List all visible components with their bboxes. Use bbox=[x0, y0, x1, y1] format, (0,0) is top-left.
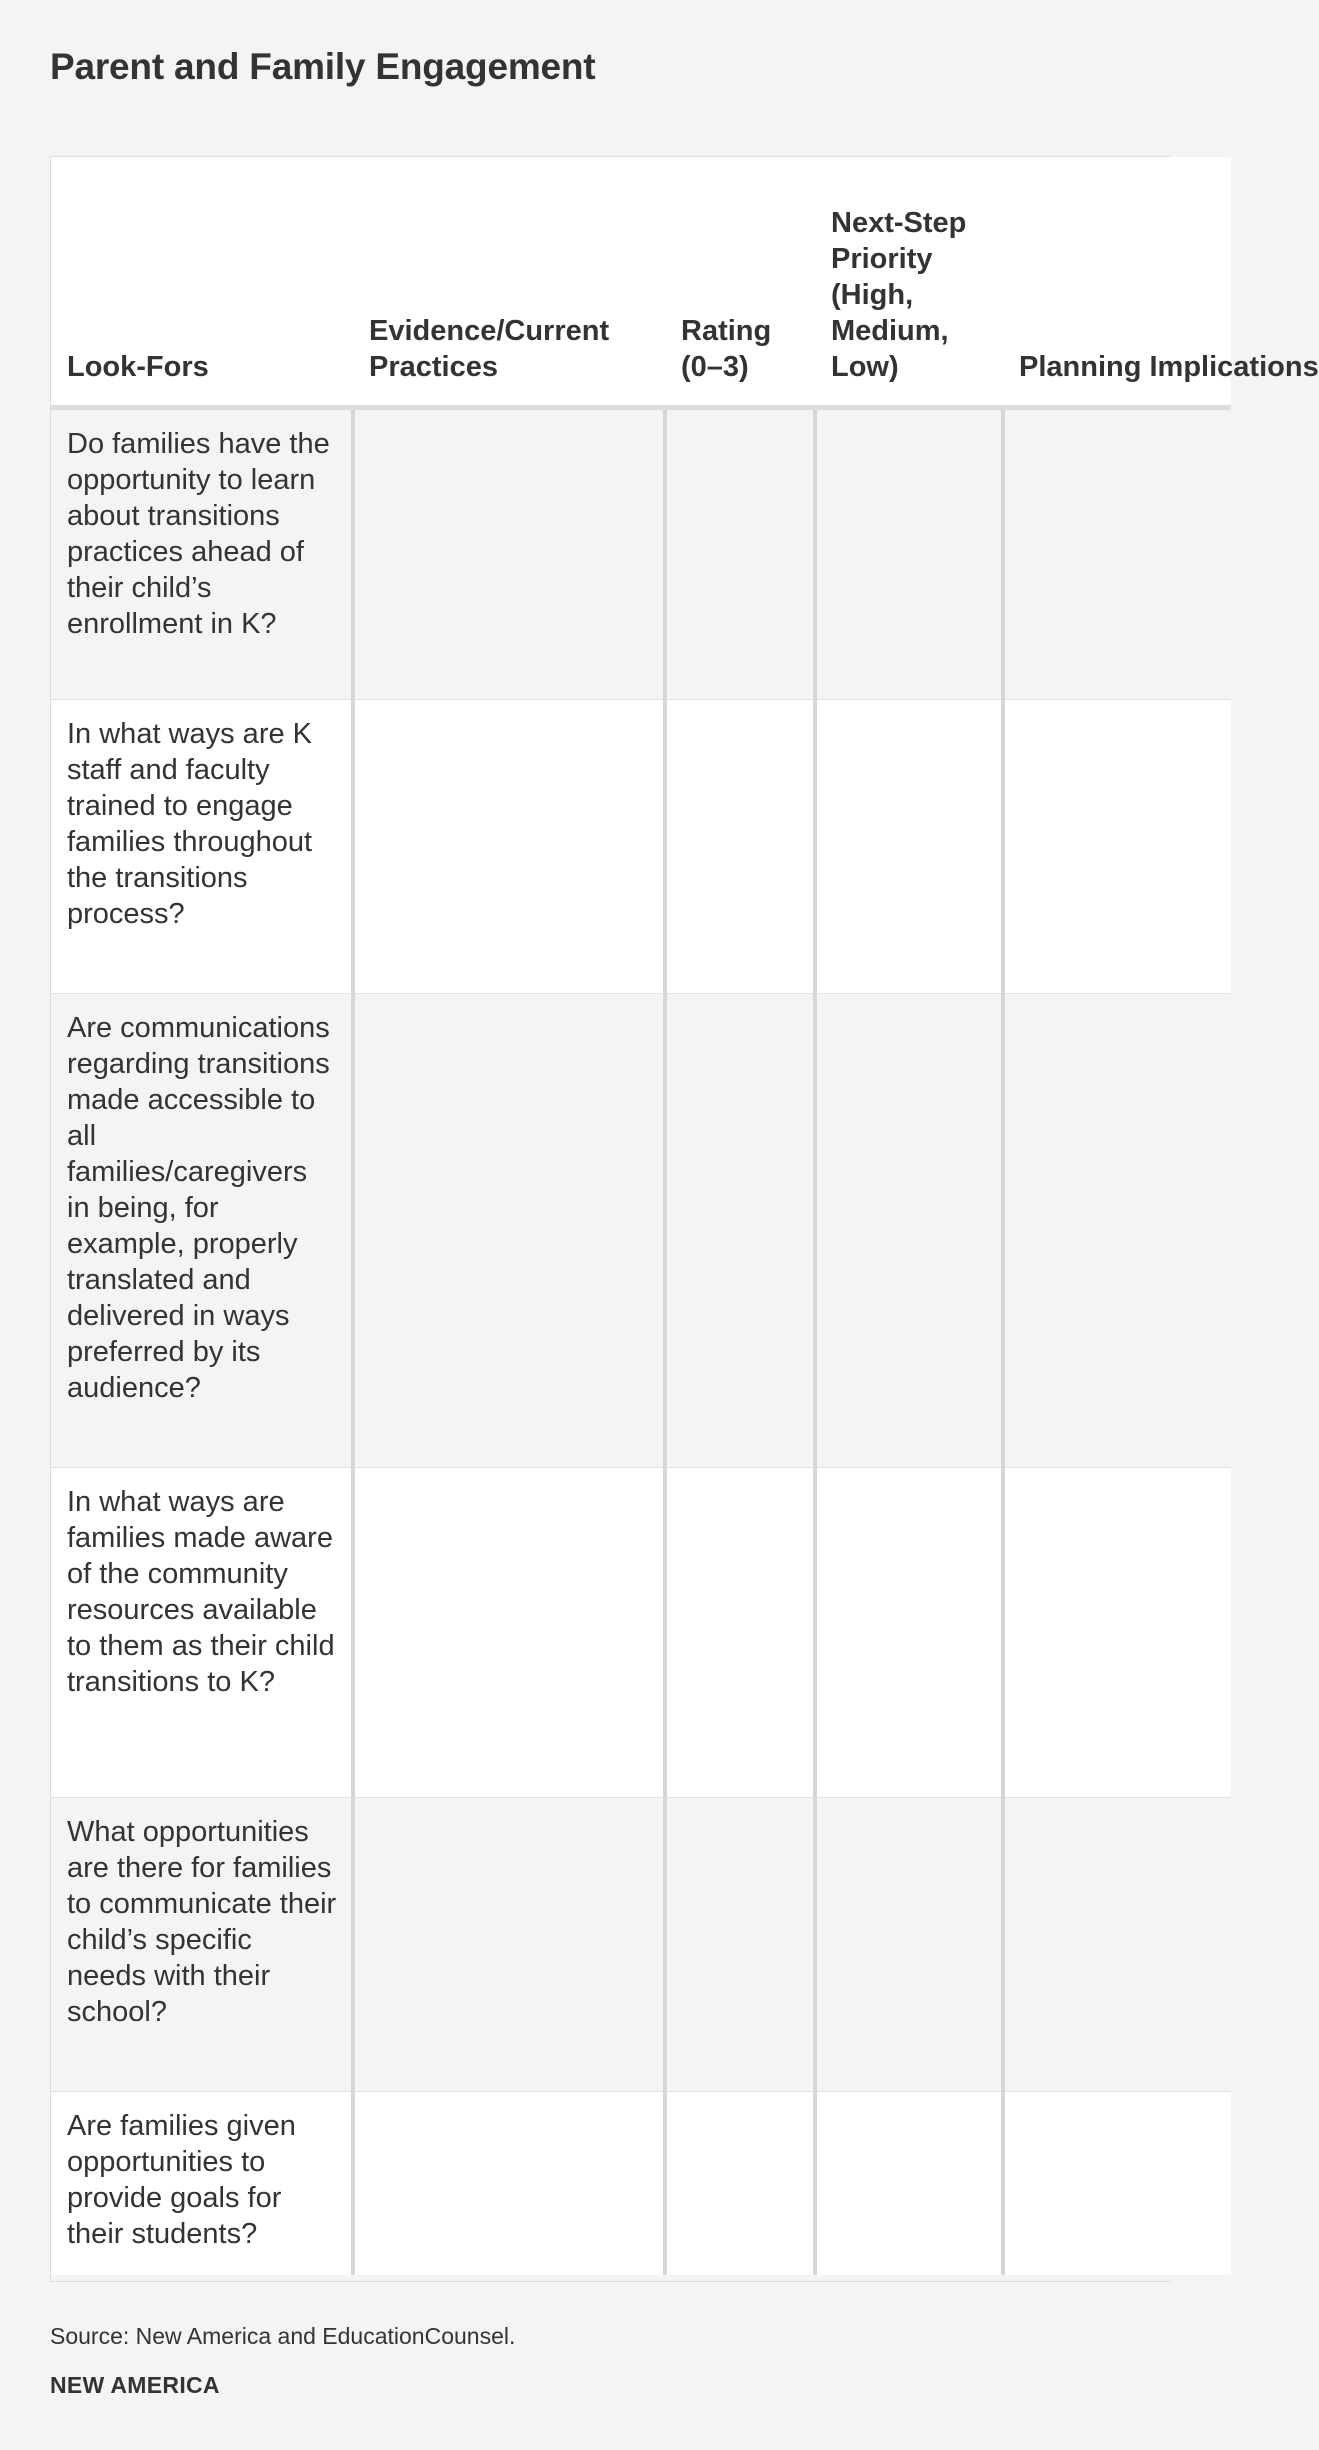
rating-cell bbox=[665, 407, 815, 699]
column-header-planning: Planning Implications bbox=[1003, 157, 1231, 407]
column-header-priority: Next-Step Priority (High, Medium, Low) bbox=[815, 157, 1003, 407]
look-for-cell: In what ways are families made aware of the community resources available to them as their child transitions to K? bbox=[51, 1467, 353, 1797]
evidence-cell bbox=[353, 407, 665, 699]
rating-cell bbox=[665, 1467, 815, 1797]
engagement-table bbox=[51, 157, 1319, 2275]
evidence-cell bbox=[353, 2091, 665, 2275]
planning-cell bbox=[1003, 993, 1231, 1467]
rating-cell bbox=[665, 2091, 815, 2275]
table-row bbox=[51, 699, 1231, 993]
table-row bbox=[51, 407, 1231, 699]
evidence-cell bbox=[353, 1467, 665, 1797]
rating-cell bbox=[665, 699, 815, 993]
rating-cell bbox=[665, 1797, 815, 2091]
table-row bbox=[51, 993, 1231, 1467]
page-title: Parent and Family Engagement bbox=[50, 46, 596, 87]
planning-cell bbox=[1003, 699, 1231, 993]
column-header-look-fors: Look-Fors bbox=[51, 157, 353, 407]
table-row bbox=[51, 1467, 1231, 1797]
column-header-evidence: Evidence/Current Practices bbox=[353, 157, 665, 407]
priority-cell bbox=[815, 407, 1003, 699]
evidence-cell bbox=[353, 993, 665, 1467]
priority-cell bbox=[815, 1797, 1003, 2091]
table-header-row bbox=[51, 157, 1231, 407]
table-container[interactable] bbox=[50, 156, 1319, 2282]
evidence-cell bbox=[353, 699, 665, 993]
priority-cell bbox=[815, 993, 1003, 1467]
brand-wordmark: NEW AMERICA bbox=[50, 2372, 220, 2398]
rating-cell bbox=[665, 993, 815, 1467]
look-for-cell: In what ways are K staff and faculty trained to engage families throughout the transitions process? bbox=[51, 699, 353, 993]
table-row bbox=[51, 1797, 1231, 2091]
look-for-cell: Do families have the opportunity to learn about transitions practices ahead of their child’s enrollment in K? bbox=[51, 407, 353, 699]
priority-cell bbox=[815, 2091, 1003, 2275]
planning-cell bbox=[1003, 1467, 1231, 1797]
evidence-cell bbox=[353, 1797, 665, 2091]
column-header-rating: Rating (0–3) bbox=[665, 157, 815, 407]
planning-cell bbox=[1003, 2091, 1231, 2275]
planning-cell bbox=[1003, 1797, 1231, 2091]
look-for-cell: What opportunities are there for families to communicate their child’s specific needs with their school? bbox=[51, 1797, 353, 2091]
priority-cell bbox=[815, 699, 1003, 993]
look-for-cell: Are families given opportunities to provide goals for their students? bbox=[51, 2091, 353, 2275]
planning-cell bbox=[1003, 407, 1231, 699]
source-note: Source: New America and EducationCounsel. bbox=[50, 2323, 516, 2349]
priority-cell bbox=[815, 1467, 1003, 1797]
look-for-cell: Are communications regarding transitions made accessible to all families/caregivers in being, for example, properly translated and delivered in ways preferred by its audience? bbox=[51, 993, 353, 1467]
table-row bbox=[51, 2091, 1231, 2275]
